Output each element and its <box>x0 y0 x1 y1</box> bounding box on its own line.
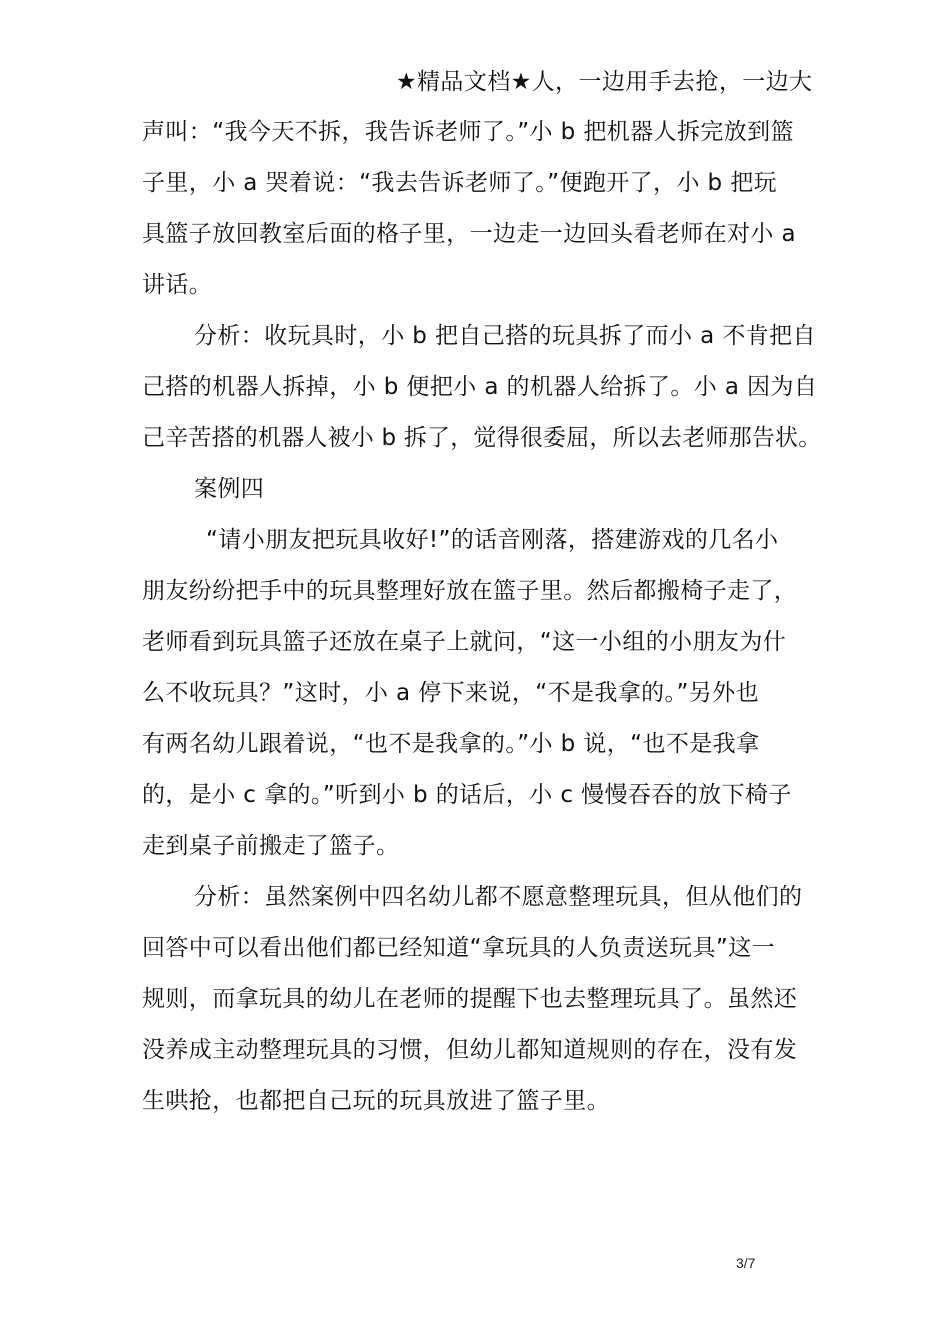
text-line: 生哄抢，也都把自己玩的玩具放进了篮子里。 <box>142 1088 610 1114</box>
text-line: 分析：收玩具时，小 b 把自己搭的玩具拆了而小 a 不肯把自 <box>194 323 816 349</box>
text-line: 朋友纷纷把手中的玩具整理好放在篮子里。然后都搬椅子走了， <box>142 578 798 604</box>
text-line: “请小朋友把玩具收好!”的话音刚落，搭建游戏的几名小 <box>206 527 779 553</box>
text-line: 有两名幼儿跟着说，“也不是我拿的。”小 b 说，“也不是我拿 <box>142 731 760 757</box>
text-line: 的，是小 c 拿的。”听到小 b 的话后，小 c 慢慢吞吞的放下椅子 <box>142 782 792 808</box>
text-line: 回答中可以看出他们都已经知道“拿玩具的人负责送玩具”这一 <box>142 935 776 961</box>
text-line: 己搭的机器人拆掉，小 b 便把小 a 的机器人给拆了。小 a 因为自 <box>142 374 818 400</box>
text-line: 么不收玩具？”这时，小 a 停下来说，“不是我拿的。”另外也 <box>142 680 759 706</box>
text-line: 老师看到玩具篮子还放在桌子上就问，“这一小组的小朋友为什 <box>142 629 787 655</box>
text-line: 己辛苦搭的机器人被小 b 拆了，觉得很委屈，所以去老师那告状。 <box>142 425 822 451</box>
text-line: 分析：虽然案例中四名幼儿都不愿意整理玩具，但从他们的 <box>194 884 803 910</box>
section-heading: 案例四 <box>194 476 265 502</box>
text-line: 讲话。 <box>142 272 213 298</box>
text-line: 声叫：“我今天不拆，我告诉老师了。”小 b 把机器人拆完放到篮 <box>142 119 794 145</box>
text-line: 子里，小 a 哭着说：“我去告诉老师了。”便跑开了，小 b 把玩 <box>142 170 778 196</box>
text-line: 没养成主动整理玩具的习惯，但幼儿都知道规则的存在，没有发 <box>142 1037 798 1063</box>
text-line: 走到桌子前搬走了篮子。 <box>142 833 400 859</box>
text-line: 具篮子放回教室后面的格子里，一边走一边回头看老师在对小 a <box>142 221 797 247</box>
page-number: 3/7 <box>736 1255 756 1271</box>
text-line: 规则，而拿玩具的幼儿在老师的提醒下也去整理玩具了。虽然还 <box>142 986 798 1012</box>
header-line: ★精品文档★人，一边用手去抢，一边大 <box>396 69 813 95</box>
